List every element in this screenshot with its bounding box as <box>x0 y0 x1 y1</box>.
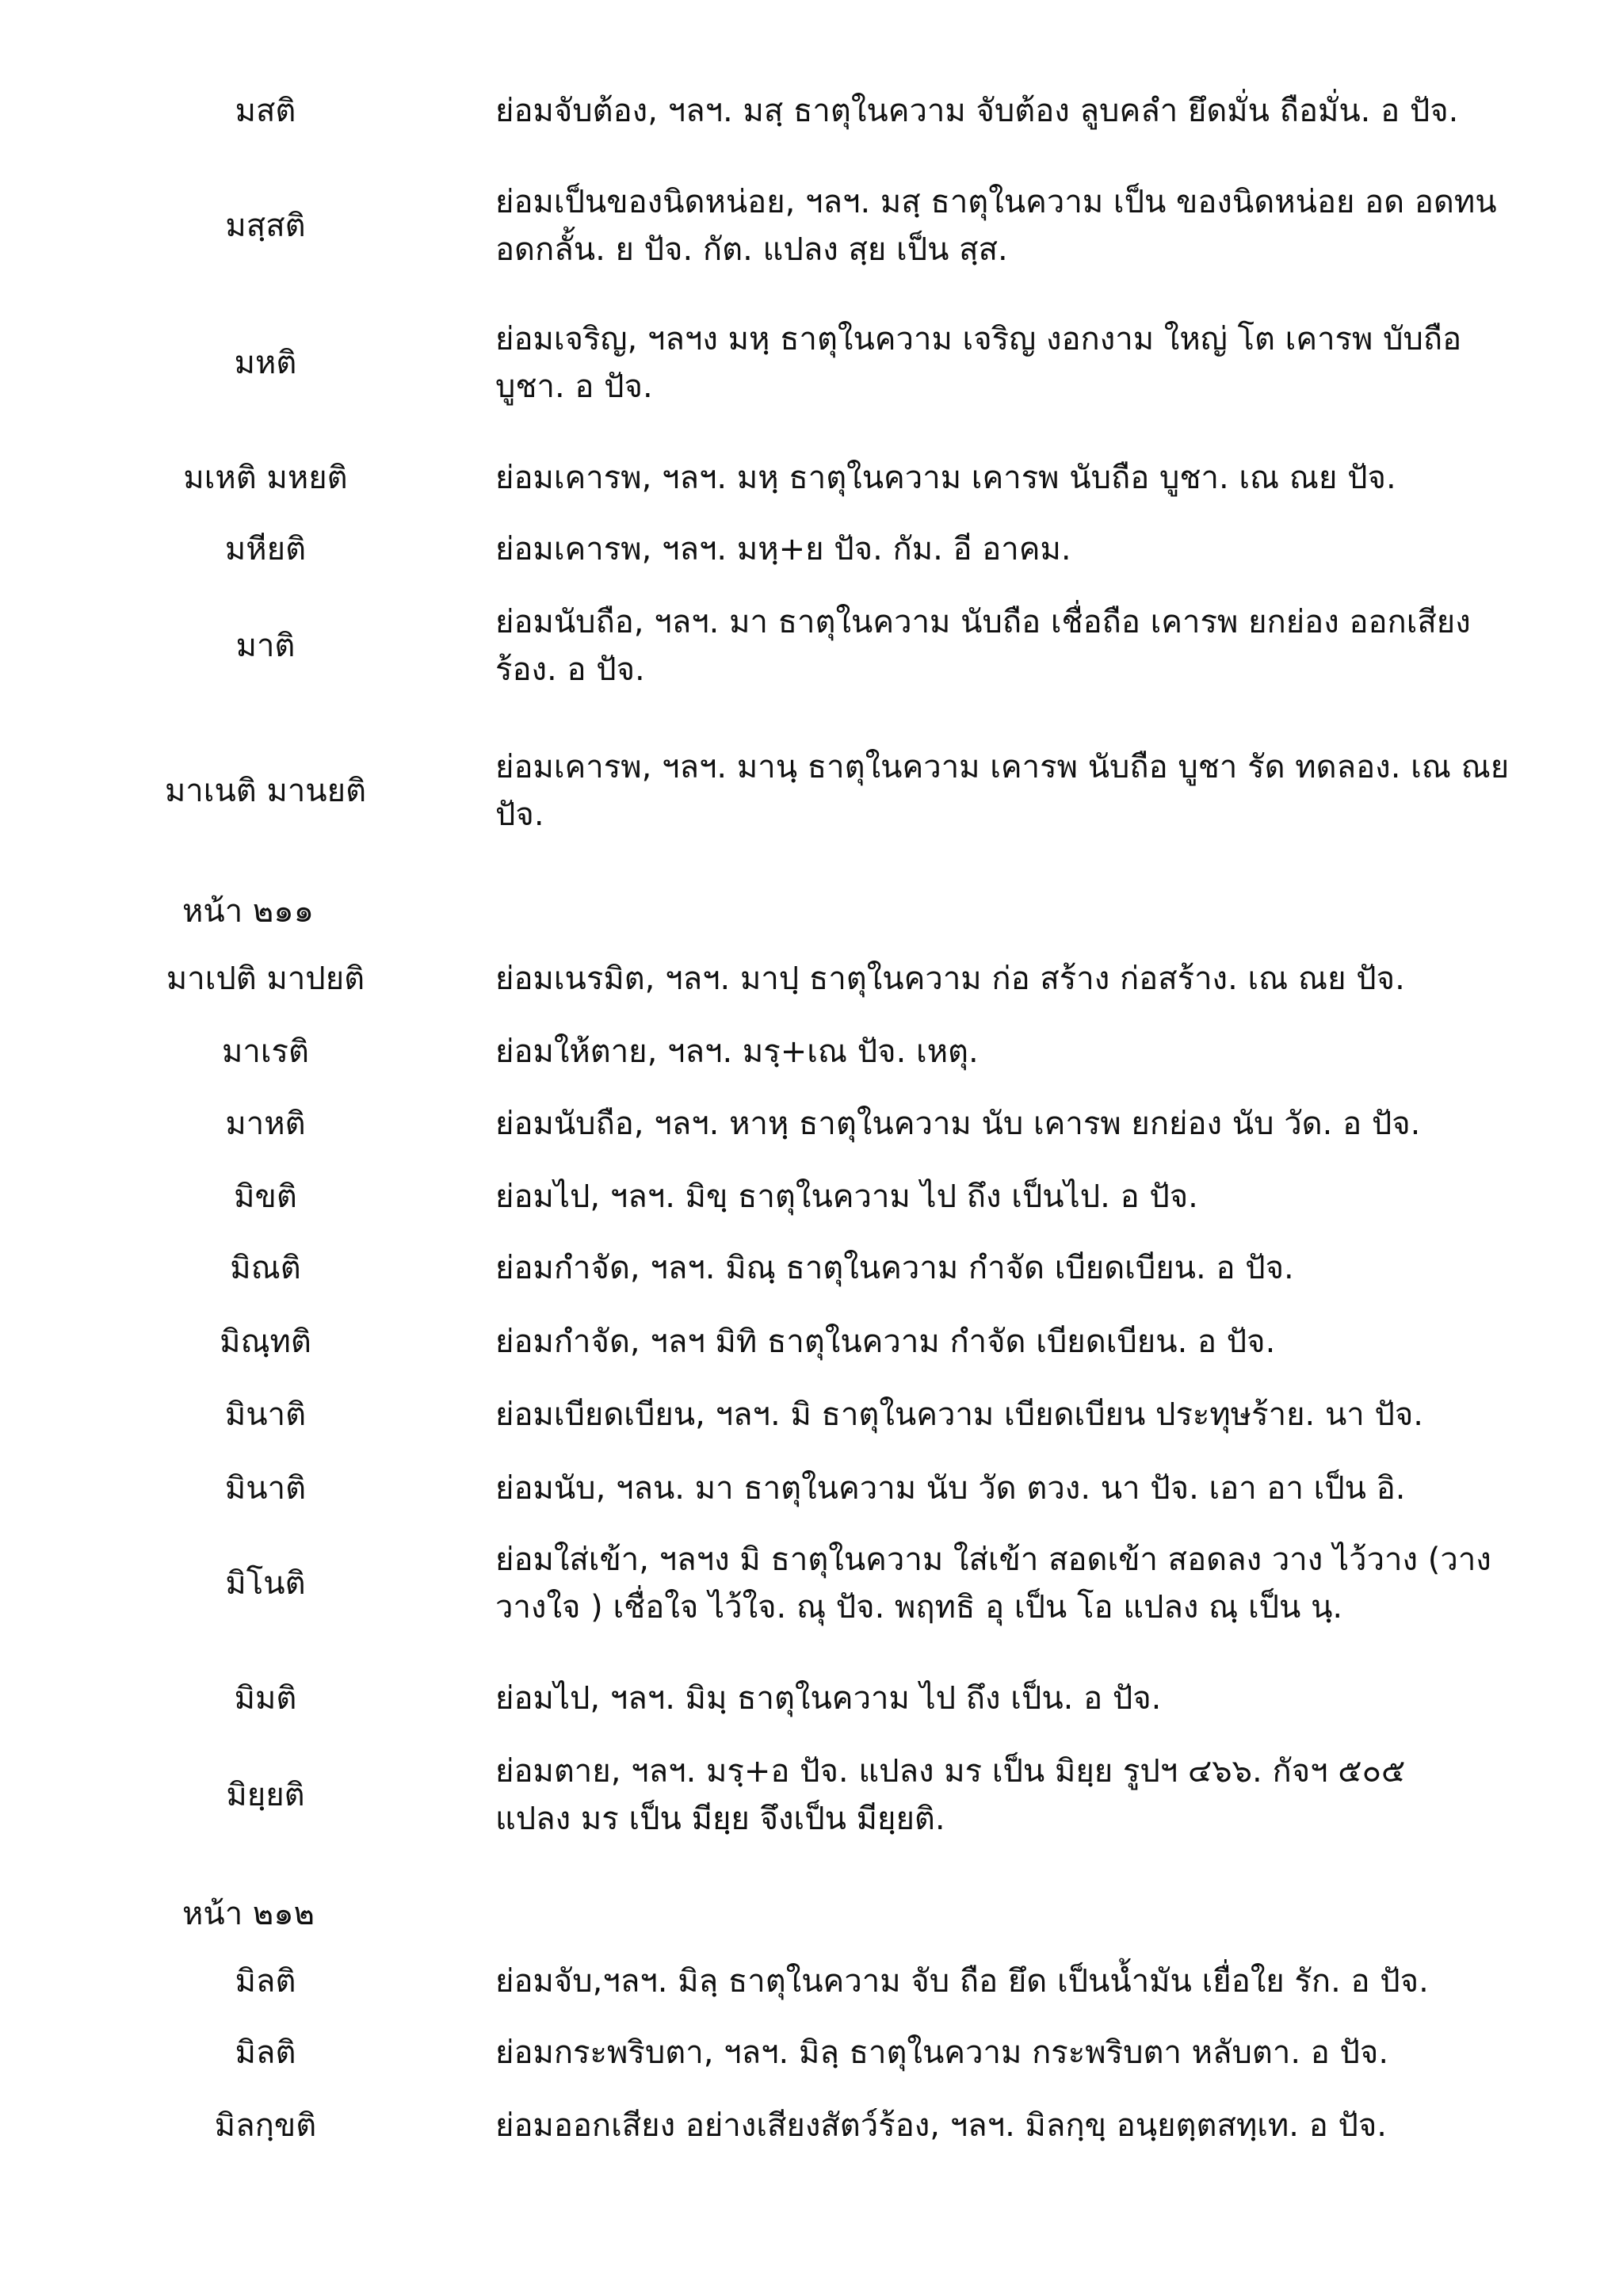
entry-term: มิลกฺขติ <box>214 2107 317 2144</box>
entry-term: มินาติ <box>224 1396 307 1433</box>
definition-line: วางใจ ) เชื่อใจ ไว้ใจ. ณุ ปัจ. พฤทธิ อุ เป็น โอ แปลง ณฺ เป็น นฺ. <box>495 1589 1343 1626</box>
definition-line: ย่อมเคารพ, ฯลฯ. มหฺ ธาตุในความ เคารพ นับถือ บูชา. เณ ณย ปัจ. <box>495 460 1396 496</box>
entry-row <box>0 1675 1623 1722</box>
entry-row <box>0 87 1623 135</box>
entry-definition <box>495 1748 1565 1843</box>
entry-term: มสฺสติ <box>225 208 306 244</box>
definition-line: ย่อมนับถือ, ฯลฯ. หาหฺ ธาตุในความ นับ เคารพ ยกย่อง นับ วัด. อ ปัจ. <box>495 1106 1421 1142</box>
entry-term: มสติ <box>235 93 296 129</box>
entry-term: มาหติ <box>225 1106 306 1142</box>
entry-row <box>0 1028 1623 1075</box>
entry-definition <box>495 315 1565 411</box>
definition-line: ย่อมออกเสียง อย่างเสียงสัตว์ร้อง, ฯลฯ. มิลกฺขฺ อนฺยตฺตสทฺเท. อ ปัจ. <box>495 2107 1387 2144</box>
entry-definition <box>495 598 1565 693</box>
entry-definition <box>495 1244 1565 1292</box>
entry-definition <box>495 743 1565 839</box>
entry-definition <box>495 1536 1565 1631</box>
entry-row <box>0 1536 1623 1631</box>
definition-line: ย่อมไป, ฯลฯ. มิมฺ ธาตุในความ ไป ถึง เป็น. อ ปัจ. <box>495 1680 1162 1717</box>
definition-line: ย่อมตาย, ฯลฯ. มรฺ+อ ปัจ. แปลง มร เป็น มิยฺย รูปฯ ๔๖๖. กัจฯ ๕๐๕ <box>495 1753 1406 1790</box>
entry-row <box>0 1244 1623 1292</box>
definition-line: ย่อมกำจัด, ฯลฯ มิทิ ธาตุในความ กำจัด เบียดเบียน. อ ปัจ. <box>495 1324 1276 1360</box>
entry-definition <box>495 178 1565 273</box>
definition-line: ย่อมเบียดเบียน, ฯลฯ. มิ ธาตุในความ เบียดเบียน ประทุษร้าย. นา ปัจ. <box>495 1396 1424 1433</box>
entry-definition <box>495 1958 1565 2005</box>
definition-line: บูชา. อ ปัจ. <box>495 369 653 405</box>
definition-line: ย่อมกระพริบตา, ฯลฯ. มิลฺ ธาตุในความ กระพริบตา หลับตา. อ ปัจ. <box>495 2034 1389 2071</box>
entry-definition <box>495 525 1565 573</box>
entry-definition <box>495 955 1565 1003</box>
entry-definition <box>495 1391 1565 1438</box>
entry-term: มิยฺยติ <box>226 1777 305 1813</box>
entry-definition <box>495 1028 1565 1075</box>
entry-definition <box>495 1173 1565 1221</box>
entry-row <box>0 1958 1623 2005</box>
entry-definition <box>495 87 1565 135</box>
definition-line: ปัจ. <box>495 797 544 833</box>
definition-line: ย่อมเจริญ, ฯลฯง มหฺ ธาตุในความ เจริญ งอกงาม ใหญ่ โต เคารพ บับถือ <box>495 321 1462 357</box>
entry-row <box>0 454 1623 502</box>
entry-definition <box>495 1100 1565 1148</box>
entry-row <box>0 2029 1623 2076</box>
entry-term: มิมติ <box>234 1680 297 1717</box>
entry-term: มิขติ <box>234 1179 297 1215</box>
entry-row <box>0 1100 1623 1148</box>
entry-row <box>0 2102 1623 2149</box>
definition-line: ย่อมเคารพ, ฯลฯ. มหฺ+ย ปัจ. กัม. อี อาคม. <box>495 531 1071 567</box>
entry-row <box>0 1748 1623 1843</box>
definition-line: แปลง มร เป็น มียฺย จึงเป็น มียฺยติ. <box>495 1801 945 1837</box>
entry-row <box>0 315 1623 411</box>
entry-row <box>0 743 1623 839</box>
definition-line: อดกลั้น. ย ปัจ. กัต. แปลง สฺย เป็น สฺส. <box>495 231 1008 268</box>
entry-definition <box>495 1318 1565 1366</box>
entry-term: มิณฺทติ <box>220 1324 311 1360</box>
entry-definition <box>495 2102 1565 2149</box>
definition-line: ร้อง. อ ปัจ. <box>495 651 645 688</box>
entry-row <box>0 178 1623 273</box>
definition-line: ย่อมเคารพ, ฯลฯ. มานฺ ธาตุในความ เคารพ นับถือ บูชา รัด ทดลอง. เณ ณย <box>495 749 1510 785</box>
definition-line: ย่อมใส่เข้า, ฯลฯง มิ ธาตุในความ ใส่เข้า สอดเข้า สอดลง วาง ไว้วาง (วาง <box>495 1541 1491 1578</box>
entry-term: มิลติ <box>235 2034 296 2071</box>
entry-row <box>0 1391 1623 1438</box>
entry-term: มหติ <box>234 345 297 381</box>
entry-definition <box>495 1675 1565 1722</box>
entry-term: มิโนติ <box>225 1565 306 1602</box>
entry-term: มาเปติ มาปยติ <box>166 961 365 997</box>
entry-definition <box>495 1465 1565 1512</box>
entry-term: มิณติ <box>230 1250 301 1286</box>
entry-row <box>0 525 1623 573</box>
entry-term: มาเรติ <box>222 1033 309 1070</box>
entry-row <box>0 1318 1623 1366</box>
entry-row <box>0 955 1623 1003</box>
entry-row <box>0 598 1623 693</box>
entry-term: มหียติ <box>224 531 307 567</box>
definition-line: ย่อมกำจัด, ฯลฯ. มิณฺ ธาตุในความ กำจัด เบียดเบียน. อ ปัจ. <box>495 1250 1294 1286</box>
entry-term: มิลติ <box>235 1963 296 2000</box>
definition-line: ย่อมนับถือ, ฯลฯ. มา ธาตุในความ นับถือ เชื่อถือ เคารพ ยกย่อง ออกเสียง <box>495 604 1471 640</box>
definition-line: ย่อมไป, ฯลฯ. มิขฺ ธาตุในความ ไป ถึง เป็นไป. อ ปัจ. <box>495 1179 1198 1215</box>
entry-term: มาติ <box>235 628 296 664</box>
entry-term: มาเนติ มานยติ <box>164 773 367 809</box>
definition-line: ย่อมเนรมิต, ฯลฯ. มาปฺ ธาตุในความ ก่อ สร้าง ก่อสร้าง. เณ ณย ปัจ. <box>495 961 1405 997</box>
entry-row <box>0 1465 1623 1512</box>
page-number-heading: หน้า ๒๑๑ <box>182 893 315 930</box>
entry-row <box>0 1173 1623 1221</box>
definition-line: ย่อมจับ,ฯลฯ. มิลฺ ธาตุในความ จับ ถือ ยึด เป็นน้ำมัน เยื่อใย รัก. อ ปัจ. <box>495 1963 1429 2000</box>
page-number-heading: หน้า ๒๑๒ <box>182 1896 315 1932</box>
definition-line: ย่อมให้ตาย, ฯลฯ. มรฺ+เณ ปัจ. เหตุ. <box>495 1033 979 1070</box>
definition-line: ย่อมเป็นของนิดหน่อย, ฯลฯ. มสฺ ธาตุในความ เป็น ของนิดหน่อย อด อดทน <box>495 184 1497 220</box>
definition-line: ย่อมจับต้อง, ฯลฯ. มสฺ ธาตุในความ จับต้อง ลูบคลำ ยึดมั่น ถือมั่น. อ ปัจ. <box>495 93 1459 129</box>
entry-term: มเหติ มหยติ <box>183 460 348 496</box>
definition-line: ย่อมนับ, ฯลน. มา ธาตุในความ นับ วัด ตวง. นา ปัจ. เอา อา เป็น อิ. <box>495 1470 1406 1507</box>
entry-definition <box>495 2029 1565 2076</box>
entry-term: มินาติ <box>224 1470 307 1507</box>
entry-definition <box>495 454 1565 502</box>
